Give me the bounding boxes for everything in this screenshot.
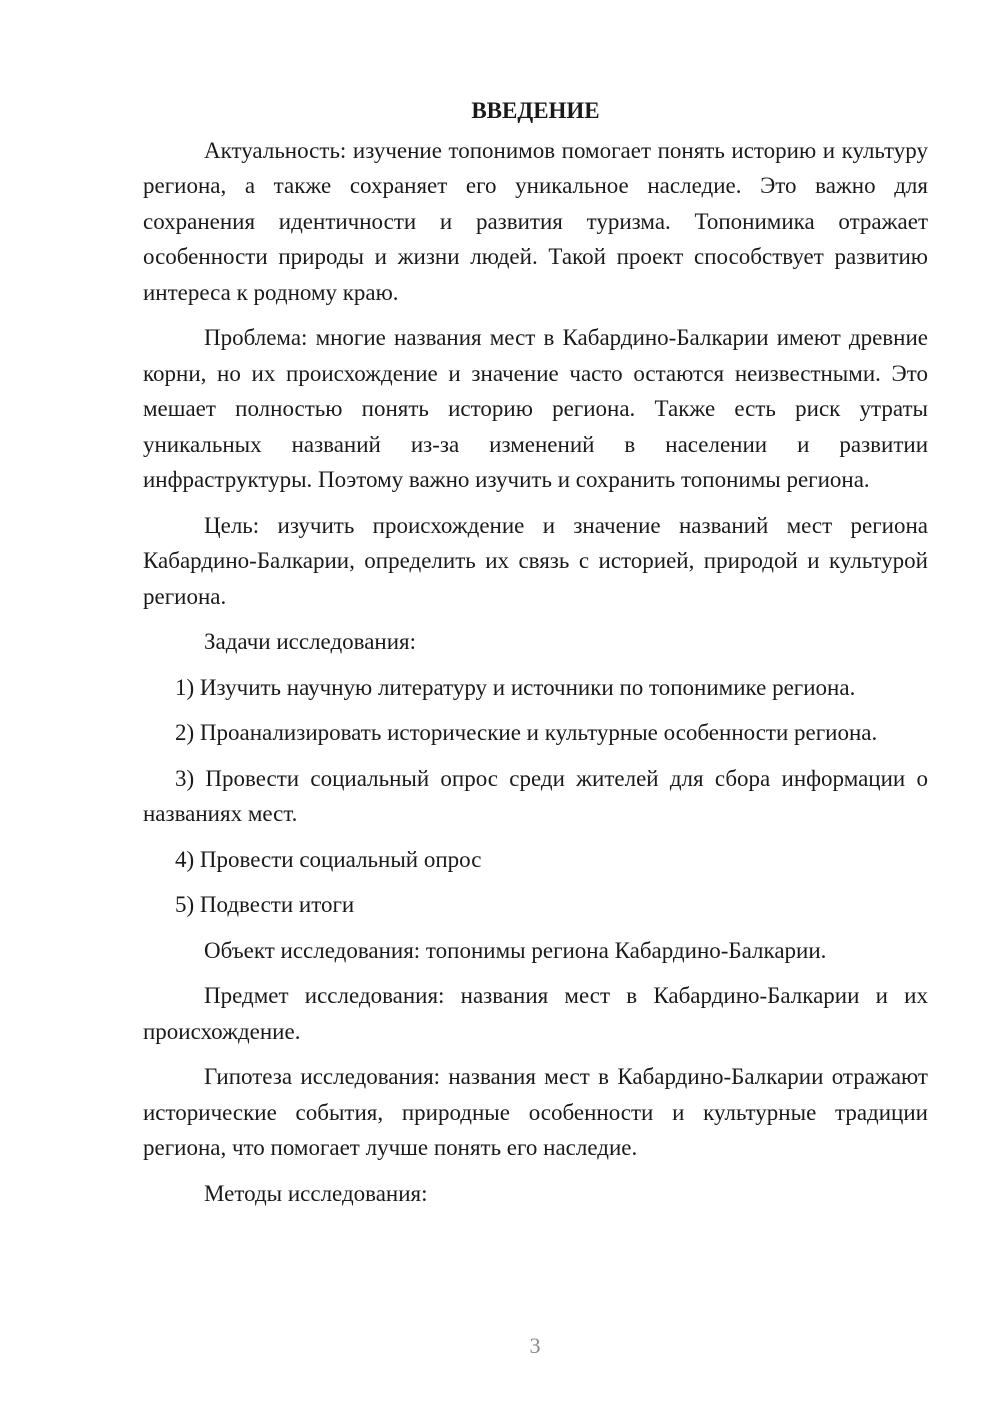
task-item-5: 5) Подвести итоги [175,892,355,917]
hypothesis-paragraph: Гипотеза исследования: названия мест в Кабардино-Балкарии отражают исторические события, природные особенности и культурные традиции региона, что помогает лучше понять его наследие. [143,1064,928,1160]
problem-paragraph: Проблема: многие названия мест в Кабардино-Балкарии имеют древние корни, но их происхождение и значение часто остаются неизвестными. Это мешает полностью понять историю региона. Также есть риск утраты уникальных названий из-за изменений в населении и развитии инфраструктуры. Поэтому важно изучить и сохранить топонимы региона. [143,325,928,492]
subject-paragraph: Предмет исследования: названия мест в Кабардино-Балкарии и их происхождение. [143,983,928,1044]
page-number: 3 [529,1333,541,1358]
tasks-heading: Задачи исследования: [204,629,417,654]
page-content [143,93,928,1221]
task-item-4: 4) Провести социальный опрос [175,846,482,872]
object-paragraph: Объект исследования: топонимы региона Кабардино-Балкарии. [204,937,827,963]
goal-paragraph: Цель: изучить происхождение и значение названий мест региона Кабардино-Балкарии, определить их связь с историей, природой и культурой региона. [143,512,928,609]
section-heading: ВВЕДЕНИЕ [471,98,600,123]
methods-heading: Методы исследования: [204,1180,428,1206]
task-item-3: 3) Провести социальный опрос среди жителей для сбора информации о названиях мест. [143,765,928,826]
task-item-2: 2) Проанализировать исторические и культурные особенности региона. [175,720,878,745]
task-item-1: 1) Изучить научную литературу и источники по топонимике региона. [175,674,856,700]
relevance-paragraph: Актуальность: изучение топонимов помогает понять историю и культуру региона, а также сохраняет его уникальное наследие. Это важно для сохранения идентичности и развития туризма. Топонимика отражает особенности природы и жизни людей. Такой проект способствует развитию интереса к родному краю. [143,137,928,305]
